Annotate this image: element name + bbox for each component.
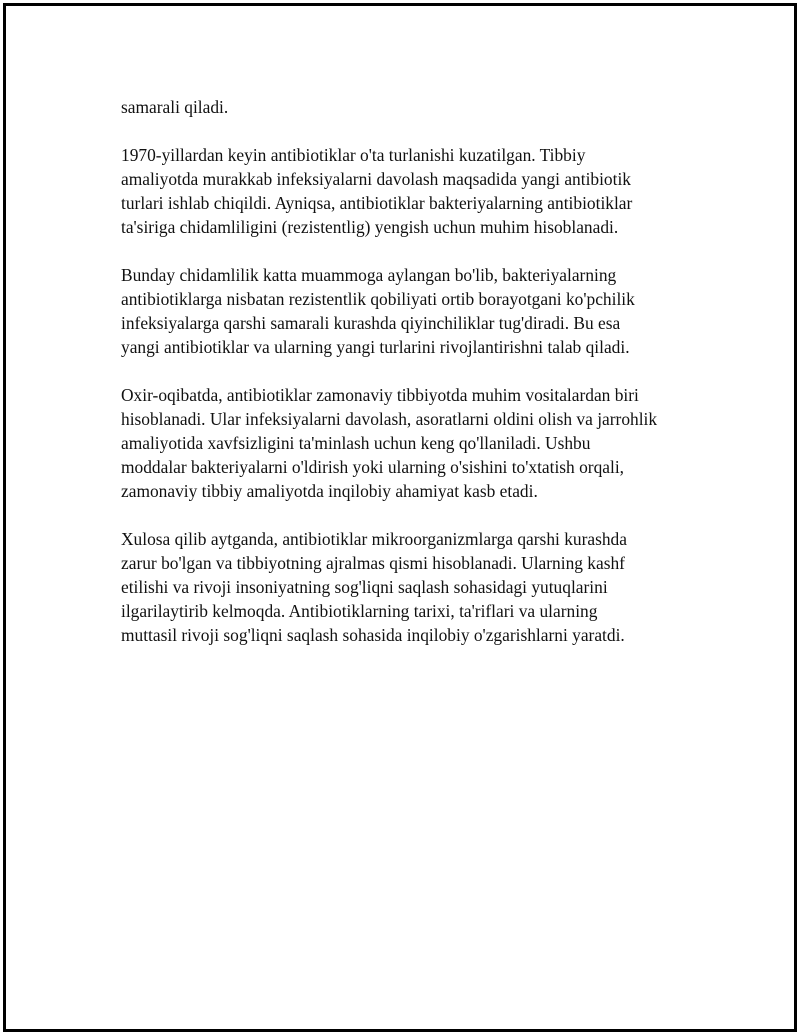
paragraph-4 bbox=[121, 383, 711, 503]
page-frame bbox=[3, 3, 797, 1032]
paragraph-5 bbox=[121, 527, 711, 647]
text-line: Oxir-oqibatda, antibiotiklar zamonaviy tibbiyotda muhim vositalardan biri bbox=[121, 385, 639, 405]
text-line: antibiotiklarga nisbatan rezistentlik qobiliyati ortib borayotgani ko'pchilik bbox=[121, 289, 635, 309]
text-line: infeksiyalarga qarshi samarali kurashda qiyinchiliklar tug'diradi. Bu esa bbox=[121, 313, 621, 333]
text-line: 1970-yillardan keyin antibiotiklar o'ta turlanishi kuzatilgan. Tibbiy bbox=[121, 145, 586, 165]
text-line: hisoblanadi. Ular infeksiyalarni davolash, asoratlarni oldini olish va jarrohlik bbox=[121, 409, 658, 429]
text-line: ilgarilaytirib kelmoqda. Antibiotiklarning tarixi, ta'riflari va ularning bbox=[121, 601, 598, 621]
text-line: Bunday chidamlilik katta muammoga aylangan bo'lib, bakteriyalarning bbox=[121, 265, 617, 285]
text-line: amaliyotda murakkab infeksiyalarni davolash maqsadida yangi antibiotik bbox=[121, 169, 631, 189]
text-line: zamonaviy tibbiy amaliyotda inqilobiy ahamiyat kasb etadi. bbox=[121, 481, 538, 501]
text-line: yangi antibiotiklar va ularning yangi turlarini rivojlantirishni talab qiladi. bbox=[121, 337, 630, 357]
text-line: etilishi va rivoji insoniyatning sog'liqni saqlash sohasidagi yutuqlarini bbox=[121, 577, 608, 597]
text-line: moddalar bakteriyalarni o'ldirish yoki ularning o'sishini to'xtatish orqali, bbox=[121, 457, 625, 477]
text-line: samarali qiladi. bbox=[121, 97, 229, 117]
paragraph-1 bbox=[121, 95, 711, 119]
text-line: muttasil rivoji sog'liqni saqlash sohasida inqilobiy o'zgarishlarni yaratdi. bbox=[121, 625, 625, 645]
paragraph-3 bbox=[121, 263, 711, 359]
text-line: ta'siriga chidamliligini (rezistentlig) yengish uchun muhim hisoblanadi. bbox=[121, 217, 619, 237]
text-line: amaliyotida xavfsizligini ta'minlash uchun keng qo'llaniladi. Ushbu bbox=[121, 433, 591, 453]
paragraph-2 bbox=[121, 143, 711, 239]
document-body bbox=[121, 95, 711, 671]
text-line: zarur bo'lgan va tibbiyotning ajralmas qismi hisoblanadi. Ularning kashf bbox=[121, 553, 625, 573]
text-line: Xulosa qilib aytganda, antibiotiklar mikroorganizmlarga qarshi kurashda bbox=[121, 529, 627, 549]
text-line: turlari ishlab chiqildi. Ayniqsa, antibiotiklar bakteriyalarning antibiotiklar bbox=[121, 193, 633, 213]
